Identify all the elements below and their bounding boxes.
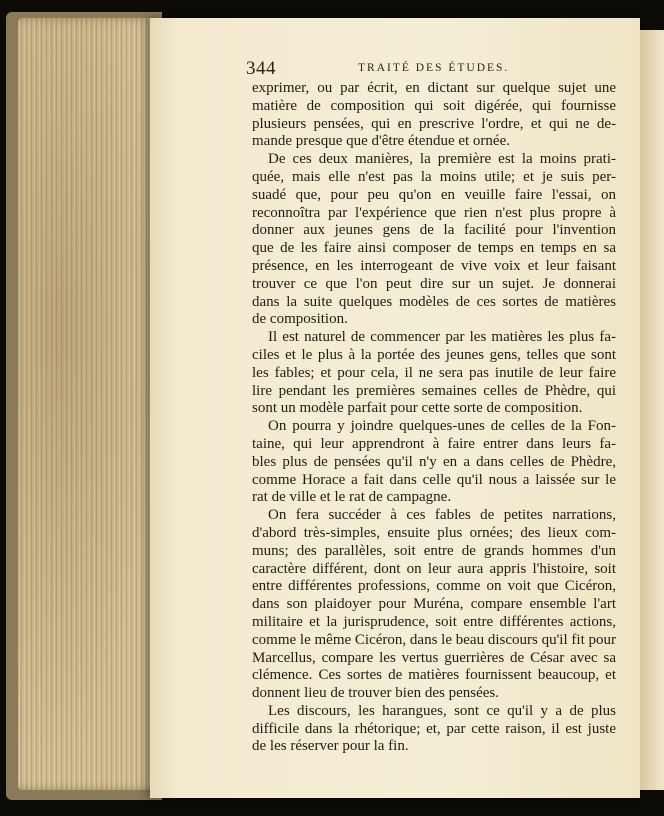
text-line: Les discours, les harangues, sont ce qu'il y a de plus (268, 702, 616, 719)
text-line: que de les faire ainsi composer de temps en temps en sa (252, 240, 616, 257)
text-line: exprimer, ou par écrit, en dictant sur quelque sujet une (252, 80, 616, 96)
text-line: plusieurs pensées, qui en prescrive l'ordre, et qui ne de- (252, 115, 616, 132)
text-line: Marcellus, compare les vertus guerrières de César avec sa (252, 649, 616, 666)
text-line: d'abord très-simples, ensuite plus ornées; des lieux com- (252, 524, 616, 541)
text-line: comme le même Cicéron, dans le beau discours qu'il fit pour (252, 631, 616, 648)
text-line: quée, mais elle n'est pas la moins utile; et je suis per- (252, 168, 616, 185)
text-line: suadé que, pour peu qu'on en veuille faire l'essai, on (252, 186, 616, 203)
paragraph (252, 418, 616, 507)
text-line: donner aux jeunes gens de la facilité pour l'invention (252, 222, 616, 239)
paragraph (252, 329, 616, 418)
page-edges (18, 18, 158, 790)
text-line: donnent lieu de trouver bien des pensées. (252, 685, 500, 702)
text-line: trouver ce que l'on peut dire sur un sujet. Je donnerai (252, 275, 616, 292)
text-line: taine, qui leur apprendront à faire entrer dans leurs fa- (252, 435, 616, 452)
text-line: difficile dans la rhétorique; et, par cette raison, il est juste (252, 720, 616, 737)
text-line: muns; des parallèles, soit entre de grands hommes d'un (252, 542, 616, 559)
text-line: militaire et la jurisprudence, soit entre différentes actions, (252, 613, 616, 630)
running-head: TRAITÉ DES ÉTUDES. (358, 62, 510, 74)
text-line: sont un modèle parfait pour cette sorte de composition. (252, 400, 583, 417)
next-page-edge (640, 30, 664, 790)
text-line: bles plus de pensées qu'il n'y en a dans celles de Phèdre, (252, 453, 616, 470)
text-line: comme Horace a fait dans celle qu'il nous a laissée sur le (252, 471, 616, 488)
text-line: ciles et le plus à la portée des jeunes gens, telles que sont (252, 346, 616, 363)
text-line: entre différentes professions, comme on voit que Cicéron, (252, 578, 616, 595)
text-line: clémence. Ces sortes de matières fournissent beaucoup, et (252, 667, 616, 684)
page-number: 344 (246, 58, 276, 79)
text-line: matière de composition qui soit digérée, qui fournisse (252, 97, 616, 114)
text-line: lire pendant les premières semaines celles de Phèdre, qui (252, 382, 616, 399)
paragraph (252, 507, 616, 703)
paragraph (252, 703, 616, 756)
text-line: les fables; et pour cela, il ne sera pas inutile de leur faire (252, 364, 616, 381)
body-text (252, 80, 616, 756)
text-line: On pourra y joindre quelques-unes de celles de la Fon- (268, 418, 616, 435)
text-line: caractère différent, dont on leur aura appris l'histoire, soit (252, 560, 616, 577)
page-header (246, 58, 600, 82)
text-line: Il est naturel de commencer par les matières les plus fa- (268, 329, 616, 346)
paragraph (252, 80, 616, 151)
text-line: dans la suite quelques modèles de ces sortes de matières (252, 293, 616, 310)
text-line: dans son plaidoyer pour Muréna, compare ensemble l'art (252, 596, 616, 613)
text-line: mande presque que d'être étendue et ornée. (252, 133, 510, 150)
text-line: reconnoîtra par l'expérience que rien n'est plus propre à (252, 204, 616, 221)
text-line: présence, en les interrogeant de vive voix et leur faisant (252, 257, 616, 274)
text-line: rat de ville et le rat de campagne. (252, 489, 452, 506)
text-line: On fera succéder à ces fables de petites narrations, (268, 507, 616, 524)
text-line: de les réserver pour la fin. (252, 738, 409, 755)
text-line: De ces deux manières, la première est la moins prati- (268, 151, 616, 168)
text-line: de composition. (252, 311, 348, 328)
paragraph (252, 151, 616, 329)
